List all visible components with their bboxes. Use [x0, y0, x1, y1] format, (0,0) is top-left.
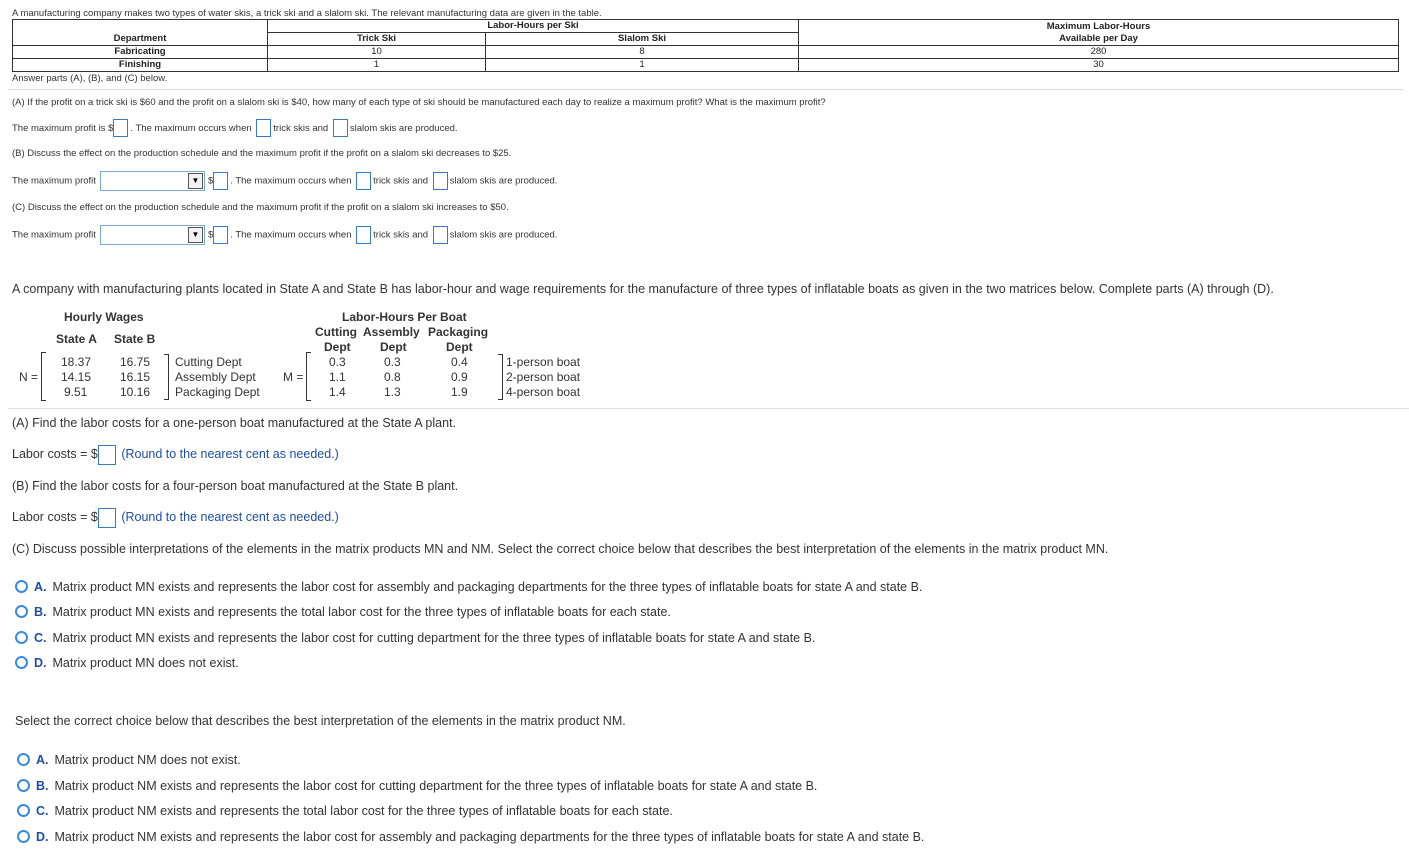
max-cell: 280	[799, 46, 1399, 59]
m-cutting-cell: 1.1	[329, 370, 346, 384]
labor-hours-title: Labor-Hours Per Boat	[342, 310, 467, 324]
option-text: Matrix product MN does not exist.	[52, 656, 239, 670]
m-header-dept: Dept	[324, 340, 351, 354]
mn-option-a[interactable]	[15, 580, 922, 594]
slalom-skis-input[interactable]	[433, 172, 448, 190]
trick-skis-input[interactable]	[356, 172, 371, 190]
option-letter: C.	[36, 804, 49, 818]
radio-button-icon[interactable]	[17, 804, 30, 817]
part-b-text-1: The maximum profit	[12, 175, 96, 187]
radio-button-icon[interactable]	[15, 580, 28, 593]
part-a-text-2: . The maximum occurs when	[130, 123, 252, 134]
option-text: Matrix product NM exists and represents the total labor cost for the three types of inflatable boats for each state.	[54, 804, 673, 818]
m-header-cutting: Cutting	[315, 325, 357, 339]
header-max-labor-1: Maximum Labor-Hours	[1046, 20, 1151, 32]
radio-button-icon[interactable]	[15, 605, 28, 618]
header-trick-ski: Trick Ski	[356, 33, 397, 44]
part-b-text-3: . The maximum occurs when	[230, 175, 352, 187]
m-header-assembly: Assembly	[363, 325, 420, 339]
table-row	[13, 59, 1399, 72]
option-letter: C.	[34, 631, 47, 645]
part-b-text-5: slalom skis are produced.	[449, 175, 558, 187]
n-left-bracket	[41, 352, 46, 401]
m-boat-label: 2-person boat	[506, 370, 581, 384]
labor-cost-input-a[interactable]	[98, 445, 116, 465]
part-c-answer-row	[12, 225, 557, 246]
max-cell: 30	[799, 59, 1399, 72]
trick-skis-input[interactable]	[356, 226, 371, 244]
slalom-skis-input[interactable]	[433, 226, 448, 244]
n-b-cell: 16.75	[120, 355, 151, 369]
answer-parts-text: Answer parts (A), (B), and (C) below.	[12, 73, 168, 84]
n-b-cell: 16.15	[120, 370, 151, 384]
m-left-bracket	[306, 352, 311, 401]
n-dept-label: Packaging Dept	[175, 385, 260, 399]
n-right-bracket	[164, 354, 169, 400]
part-a-text-4: slalom skis are produced.	[349, 123, 458, 134]
boat-part-b-answer	[12, 507, 339, 528]
divider	[8, 89, 1404, 90]
max-profit-input[interactable]	[213, 172, 228, 190]
option-text: Matrix product NM exists and represents the labor cost for assembly and packaging departments for the three types of inflatable boats for state A and state B.	[54, 830, 925, 844]
option-letter: D.	[34, 656, 47, 670]
header-slalom-ski: Slalom Ski	[617, 33, 667, 44]
part-c-text-5: slalom skis are produced.	[449, 229, 558, 241]
part-a-answer-row	[12, 119, 458, 139]
option-text: Matrix product MN exists and represents the labor cost for assembly and packaging departments for the three types of inflatable boats for state A and state B.	[52, 580, 923, 594]
slalom-skis-input[interactable]	[333, 119, 348, 137]
max-profit-input[interactable]	[213, 226, 228, 244]
radio-button-icon[interactable]	[17, 779, 30, 792]
m-assembly-cell: 0.8	[384, 370, 401, 384]
m-assembly-cell: 0.3	[384, 355, 401, 369]
mn-option-c[interactable]	[15, 631, 815, 645]
labor-cost-input-b[interactable]	[98, 508, 116, 528]
part-b-answer-row	[12, 171, 557, 192]
max-profit-input[interactable]	[113, 119, 128, 137]
header-max-labor-2: Available per Day	[1059, 32, 1138, 44]
dept-cell: Finishing	[118, 59, 162, 70]
round-hint: (Round to the nearest cent as needed.)	[121, 510, 339, 524]
slalom-cell: 8	[486, 46, 799, 59]
trick-cell: 1	[268, 59, 486, 72]
option-letter: A.	[36, 753, 49, 767]
part-a-text-3: trick skis and	[273, 123, 329, 134]
n-b-cell: 10.16	[120, 385, 151, 399]
round-hint: (Round to the nearest cent as needed.)	[121, 447, 339, 461]
n-a-cell: 18.37	[61, 355, 92, 369]
radio-button-icon[interactable]	[15, 656, 28, 669]
radio-button-icon[interactable]	[17, 753, 30, 766]
part-b-text-4: trick skis and	[373, 175, 429, 187]
table-row	[13, 46, 1399, 59]
nm-prompt: Select the correct choice below that describes the best interpretation of the elements in the matrix product NM.	[15, 714, 626, 728]
boat-part-c-question: (C) Discuss possible interpretations of the elements in the matrix products MN and NM. Select the correct choice below that describes the best interpretation of the elements in the matrix product MN.	[12, 542, 1109, 556]
nm-option-c[interactable]	[17, 804, 673, 818]
boat-part-a-answer	[12, 444, 339, 465]
part-a-question: (A) If the profit on a trick ski is $60 and the profit on a slalom ski is $40, how many of each type of ski should be manufactured each day to realize a maximum profit? What is the maximum profit?	[12, 97, 826, 108]
hourly-wages-title: Hourly Wages	[64, 310, 144, 324]
m-packaging-cell: 0.4	[451, 355, 468, 369]
part-a-text-1: The maximum profit is $	[12, 123, 114, 134]
m-assembly-cell: 1.3	[384, 385, 401, 399]
labor-costs-label: Labor costs = $	[12, 510, 98, 524]
option-text: Matrix product MN exists and represents the total labor cost for the three types of inflatable boats for each state.	[52, 605, 671, 619]
radio-button-icon[interactable]	[17, 830, 30, 843]
labor-costs-label: Labor costs = $	[12, 447, 98, 461]
n-a-cell: 14.15	[61, 370, 92, 384]
m-cutting-cell: 0.3	[329, 355, 346, 369]
radio-button-icon[interactable]	[15, 631, 28, 644]
mn-option-d[interactable]	[15, 656, 239, 670]
n-label: N =	[19, 370, 39, 384]
m-boat-label: 4-person boat	[506, 385, 581, 399]
dept-cell: Fabricating	[114, 46, 166, 57]
part-c-text-3: . The maximum occurs when	[230, 229, 352, 241]
trick-skis-input[interactable]	[256, 119, 271, 137]
m-packaging-cell: 0.9	[451, 370, 468, 384]
nm-option-b[interactable]	[17, 779, 817, 793]
option-text: Matrix product NM does not exist.	[54, 753, 241, 767]
n-a-cell: 9.51	[64, 385, 88, 399]
boat-part-a-question: (A) Find the labor costs for a one-person boat manufactured at the State A plant.	[12, 416, 457, 430]
option-letter: B.	[34, 605, 47, 619]
m-header-packaging: Packaging	[428, 325, 489, 339]
divider	[8, 408, 1409, 409]
mn-option-b[interactable]	[15, 605, 671, 619]
chevron-down-icon[interactable]: ▼	[188, 173, 203, 189]
m-cutting-cell: 1.4	[329, 385, 346, 399]
m-packaging-cell: 1.9	[451, 385, 468, 399]
boat-part-b-question: (B) Find the labor costs for a four-person boat manufactured at the State B plant.	[12, 479, 459, 493]
option-letter: A.	[34, 580, 47, 594]
part-b-dollar: $	[207, 175, 214, 187]
option-text: Matrix product MN exists and represents the labor cost for cutting department for the three types of inflatable boats for state A and state B.	[52, 631, 816, 645]
header-labor-hours-per-ski: Labor-Hours per Ski	[487, 20, 579, 31]
m-label: M =	[283, 370, 304, 384]
m-right-bracket	[498, 354, 503, 400]
m-header-dept: Dept	[446, 340, 473, 354]
option-letter: D.	[36, 830, 49, 844]
nm-option-a[interactable]	[17, 753, 241, 767]
ski-data-table	[12, 19, 1399, 72]
m-header-dept: Dept	[380, 340, 407, 354]
m-boat-label: 1-person boat	[506, 355, 581, 369]
option-letter: B.	[36, 779, 49, 793]
part-c-dollar: $	[207, 229, 214, 241]
state-b-header: State B	[114, 332, 156, 346]
part-c-text-1: The maximum profit	[12, 229, 96, 241]
part-b-question: (B) Discuss the effect on the production schedule and the maximum profit if the profit on a slalom ski decreases to $25.	[12, 148, 512, 159]
state-a-header: State A	[56, 332, 97, 346]
problem2-intro: A company with manufacturing plants located in State A and State B has labor-hour and wage requirements for the manufacture of three types of inflatable boats as given in the two matrices below. Complete parts (A) through (D).	[12, 282, 1274, 296]
n-dept-label: Assembly Dept	[175, 370, 256, 384]
n-dept-label: Cutting Dept	[175, 355, 242, 369]
trick-cell: 10	[268, 46, 486, 59]
profit-change-dropdown[interactable]	[100, 225, 205, 245]
option-text: Matrix product NM exists and represents the labor cost for cutting department for the three types of inflatable boats for state A and state B.	[54, 779, 818, 793]
part-c-text-4: trick skis and	[373, 229, 429, 241]
profit-change-dropdown[interactable]	[100, 171, 205, 191]
slalom-cell: 1	[486, 59, 799, 72]
header-department: Department	[113, 33, 167, 44]
part-c-question: (C) Discuss the effect on the production schedule and the maximum profit if the profit on a slalom ski increases to $50.	[12, 202, 509, 213]
chevron-down-icon[interactable]: ▼	[188, 227, 203, 243]
nm-option-d[interactable]	[17, 830, 924, 844]
problem1-intro: A manufacturing company makes two types of water skis, a trick ski and a slalom ski. The relevant manufacturing data are given in the table.	[12, 8, 602, 19]
